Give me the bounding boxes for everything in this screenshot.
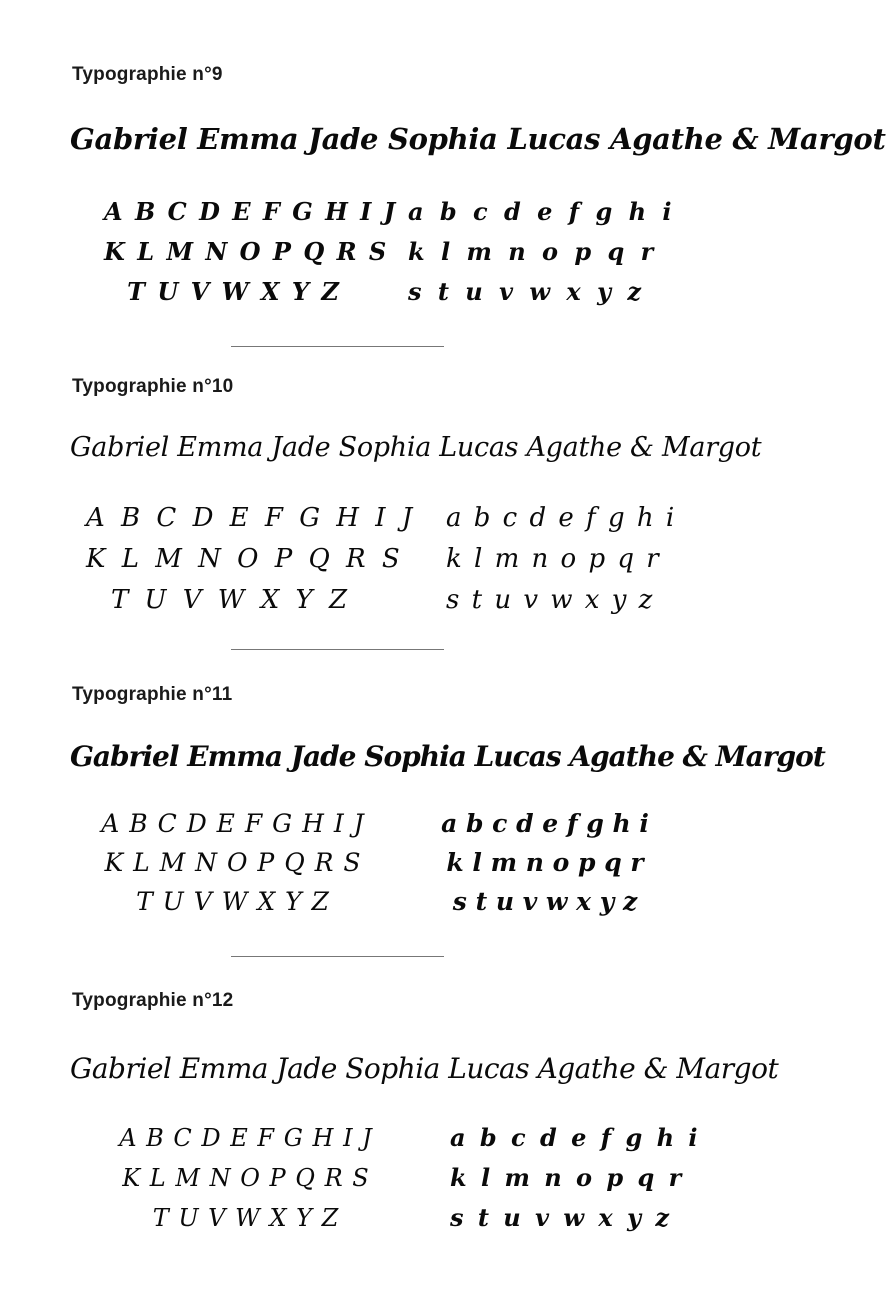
lowercase-line: a b c d e f g h i — [441, 809, 649, 838]
uppercase-line: A B C D E F G H I J — [86, 503, 417, 533]
uppercase-line: T U V W X Y Z — [136, 887, 330, 916]
uppercase-line: K L M N O P Q R S — [104, 848, 362, 877]
uppercase-line: A B C D E F G H I J — [101, 809, 365, 838]
uppercase-line: T U V W X Y Z — [127, 277, 341, 306]
lowercase-alphabet — [450, 1118, 701, 1238]
section-heading: Typographie n°9 — [72, 64, 223, 85]
lowercase-line: a b c d e f g h i — [408, 197, 676, 226]
name-sample: Gabriel Emma Jade Sophia Lucas Agathe & Margot — [70, 740, 825, 773]
uppercase-line: T U V W X Y Z — [152, 1204, 340, 1232]
lowercase-line: k l m n o p q r — [446, 544, 661, 574]
uppercase-line: K L M N O P Q R S — [104, 237, 389, 266]
name-sample: Gabriel Emma Jade Sophia Lucas Agathe & Margot — [70, 122, 886, 156]
uppercase-alphabet — [78, 1118, 414, 1238]
lowercase-line: k l m n o p q r — [450, 1163, 685, 1192]
lowercase-line: k l m n o p q r — [408, 237, 658, 266]
section-heading: Typographie n°11 — [72, 684, 233, 705]
uppercase-line: A B C D E F G H I J — [104, 197, 398, 226]
lowercase-line: a b c d e f g h i — [446, 503, 677, 533]
uppercase-line: A B C D E F G H I J — [119, 1124, 373, 1152]
lowercase-line: s t u v w x y z — [446, 585, 655, 615]
lowercase-line: s t u v w x y z — [450, 1203, 673, 1232]
name-sample: Gabriel Emma Jade Sophia Lucas Agathe & Margot — [70, 1052, 779, 1085]
uppercase-line: T U V W X Y Z — [110, 585, 352, 615]
lowercase-line: s t u v w x y z — [408, 277, 646, 306]
uppercase-line: K L M N O P Q R S — [122, 1164, 370, 1192]
lowercase-line: a b c d e f g h i — [450, 1123, 701, 1152]
section-heading: Typographie n°12 — [72, 990, 234, 1011]
lowercase-line: s t u v w x y z — [452, 887, 638, 916]
name-sample: Gabriel Emma Jade Sophia Lucas Agathe & Margot — [70, 432, 762, 463]
lowercase-line: k l m n o p q r — [446, 848, 644, 877]
uppercase-line: K L M N O P Q R S — [86, 544, 404, 574]
section-heading: Typographie n°10 — [72, 376, 234, 397]
